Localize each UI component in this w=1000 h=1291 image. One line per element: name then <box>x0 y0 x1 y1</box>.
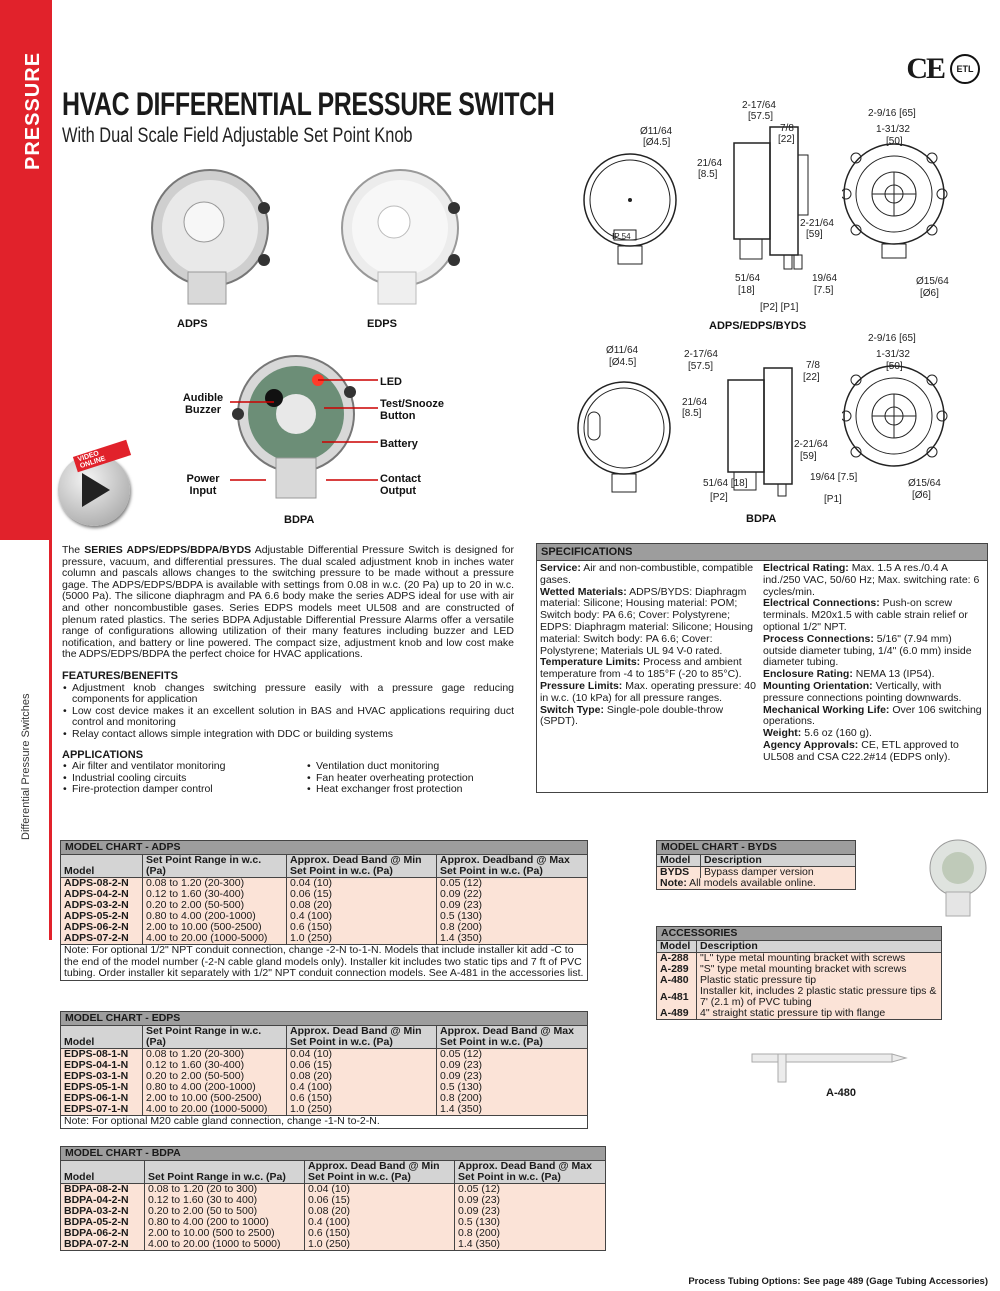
table-row <box>657 986 942 1008</box>
front-view-drawing-top <box>578 130 678 270</box>
table-cell: Bypass damper version <box>701 867 856 879</box>
column-header: Approx. Dead Band @ Min Set Point in w.c. (Pa) <box>305 1161 455 1184</box>
table-cell: 0.4 (100) <box>287 1082 437 1093</box>
table-cell: BDPA-08-2-N <box>61 1184 145 1196</box>
table-cell: 0.09 (23) <box>437 900 588 911</box>
play-icon <box>82 473 110 507</box>
table-cell: EDPS-04-1-N <box>61 1060 143 1071</box>
table-cell: ADPS-04-2-N <box>61 889 143 900</box>
section-tab-label: PRESSURE <box>22 51 44 170</box>
table-cell: 0.04 (10) <box>287 878 437 890</box>
list-item: • Air filter and ventilator monitoring <box>62 761 306 773</box>
applications-list <box>62 761 514 796</box>
table-cell: 0.80 to 4.00 (200-1000) <box>143 911 287 922</box>
table-cell: 1.4 (350) <box>437 933 588 945</box>
table-cell: ADPS-05-2-N <box>61 911 143 922</box>
specifications-box <box>536 543 988 793</box>
description-text: The SERIES ADPS/EDPS/BDPA/BYDS Adjustable Differential Pressure Switch is designed for pressure, vacuum, and differential pressures. The dual scaled adjustment knob in inches water column and pascals allows changes to the switching pressure to be made without a pressure gage. The ADPS/EDPS/BDPA is available with settings from 0.08 in w.c. (20 Pa) up to 20 in w.c. (5000 Pa). The silicone diaphragm and PA 6.6 body make the series ADPS ideal for use with air and other noncombustible gases. Series EDPS models meet UL508 and are constructed of plenum rated plastics. The series BDPA Adjustable Differential Pressure Alarms offer a versatile range of configurations allowing utilization of their many features including buzzer and LED notification, and battery or line powered. The compact size, adjustment knob and low cost make the ADPS/EDPS/BDPA the perfect choice for HVAC applications. <box>62 544 514 661</box>
table-title: MODEL CHART - ADPS <box>61 841 588 855</box>
table-cell: Plastic static pressure tip <box>697 975 942 986</box>
table-cell: 0.80 to 4.00 (200-1000) <box>143 1082 287 1093</box>
table-cell: Installer kit, includes 2 plastic static pressure tips & 7' (2.1 m) of PVC tubing <box>697 986 942 1008</box>
rear-view-drawing-top <box>842 128 952 268</box>
list-item: • Adjustment knob changes switching pressure easily with a pressure gage reducing components for application <box>62 683 514 706</box>
list-item: • Relay contact allows simple integration with DDC or building systems <box>62 729 514 741</box>
table-cell: BDPA-07-2-N <box>61 1239 145 1251</box>
table-cell: 0.06 (15) <box>305 1195 455 1206</box>
description-block <box>62 545 514 796</box>
table-cell: ADPS-08-2-N <box>61 878 143 890</box>
table-row <box>61 1239 606 1251</box>
table-row <box>61 1104 588 1116</box>
table-cell: 0.6 (150) <box>305 1228 455 1239</box>
table-cell: 2.00 to 10.00 (500-2500) <box>143 922 287 933</box>
table-cell: 0.05 (12) <box>437 1049 588 1061</box>
table-body <box>61 878 588 945</box>
table-cell: 0.09 (23) <box>455 1206 606 1217</box>
table-cell: 0.08 to 1.20 (20-300) <box>143 1049 287 1061</box>
table-cell: A-481 <box>657 986 697 1008</box>
video-online-button[interactable] <box>58 450 130 526</box>
spec-item: Agency Approvals: CE, ETL approved to UL508 and CSA C22.2#14 (EDPS only). <box>763 738 959 763</box>
table-cell: 0.20 to 2.00 (50-500) <box>143 900 287 911</box>
table-cell: 0.04 (10) <box>287 1049 437 1061</box>
table-row <box>61 933 588 945</box>
list-item: • Ventilation duct monitoring <box>306 761 514 773</box>
callout-led: LED <box>380 376 402 388</box>
column-header: Approx. Deadband @ Max Set Point in w.c. (Pa) <box>437 855 588 878</box>
table-cell: 0.08 to 1.20 (20-300) <box>143 878 287 890</box>
side-view-drawing-top <box>728 115 818 275</box>
bdpa-model-chart <box>60 1146 606 1251</box>
table-cell: BYDS <box>657 867 701 879</box>
bdpa-label: BDPA <box>284 514 315 526</box>
table-cell: ADPS-06-2-N <box>61 922 143 933</box>
page-title: HVAC DIFFERENTIAL PRESSURE SWITCH <box>62 86 555 122</box>
table-cell: 0.4 (100) <box>287 911 437 922</box>
side-view-drawing-bottom <box>722 358 812 498</box>
table-cell: 4.00 to 20.00 (1000-5000) <box>143 933 287 945</box>
table-note: Note: For optional 1/2" NPT conduit connection, change -2-N to-1-N. Models that include installer kit add -C to the end of the model number (-2-N cable gland models only). Installer kit includes two static tips and 7 ft of PVC tubing. Order installer kit separately with 1/2" NPT conduit connection models. See A-481 in the accessories list. <box>61 945 588 981</box>
specs-left-column <box>540 563 763 764</box>
column-header: Approx. Dead Band @ Min Set Point in w.c. (Pa) <box>287 855 437 878</box>
spec-item: Mounting Orientation: Vertically, with pressure connections pointing downwards. <box>763 679 962 704</box>
edps-label: EDPS <box>367 318 397 330</box>
adps-photo <box>140 160 280 310</box>
table-cell: 0.6 (150) <box>287 1093 437 1104</box>
table-cell: BDPA-04-2-N <box>61 1195 145 1206</box>
side-label: Differential Pressure Switches <box>20 693 32 840</box>
column-header: Model <box>657 855 701 867</box>
table-cell: BDPA-06-2-N <box>61 1228 145 1239</box>
front-view-drawing-bottom <box>572 368 672 498</box>
table-cell: 0.08 to 1.20 (20 to 300) <box>145 1184 305 1196</box>
table-cell: 0.5 (130) <box>437 911 588 922</box>
spec-item: Temperature Limits: Process and ambient temperature from -4 to 185°F (-20 to 85°C). <box>540 656 742 681</box>
table-cell: EDPS-06-1-N <box>61 1093 143 1104</box>
table-cell: 0.12 to 1.60 (30 to 400) <box>145 1195 305 1206</box>
table-cell: 0.5 (130) <box>437 1082 588 1093</box>
table-note: Note: For optional M20 cable gland connection, change -1-N to-2-N. <box>61 1116 588 1129</box>
table-cell: 0.06 (15) <box>287 1060 437 1071</box>
table-note: Note: All models available online. <box>657 878 856 890</box>
table-cell: 0.09 (22) <box>437 889 588 900</box>
byds-model-chart <box>656 840 856 890</box>
table-cell: A-480 <box>657 975 697 986</box>
column-header: Model <box>61 1026 143 1049</box>
table-cell: 0.05 (12) <box>437 878 588 890</box>
table-cell: 4.00 to 20.00 (1000-5000) <box>143 1104 287 1116</box>
table-title: MODEL CHART - BDPA <box>61 1147 606 1161</box>
column-header: Description <box>701 855 856 867</box>
table-cell: 0.06 (15) <box>287 889 437 900</box>
drawing-caption-top: ADPS/EDPS/BYDS <box>709 320 807 332</box>
table-cell: 2.00 to 10.00 (500 to 2500) <box>145 1228 305 1239</box>
table-cell: "L" type metal mounting bracket with screws <box>697 953 942 965</box>
adps-label: ADPS <box>177 318 208 330</box>
spec-item: Weight: 5.6 oz (160 g). <box>763 727 872 740</box>
column-header: Set Point Range in w.c. (Pa) <box>143 1026 287 1049</box>
table-cell: 0.05 (12) <box>455 1184 606 1196</box>
spec-item: Process Connections: 5/16" (7.94 mm) outside diameter tubing, 1/4" (6.0 mm) inside diameter tubing. <box>763 632 972 669</box>
column-header: Model <box>61 1161 145 1184</box>
table-cell: 1.0 (250) <box>287 1104 437 1116</box>
table-cell: 0.08 (20) <box>305 1206 455 1217</box>
specs-right-column <box>763 563 988 764</box>
column-header: Approx. Dead Band @ Min Set Point in w.c. (Pa) <box>287 1026 437 1049</box>
table-cell: 1.0 (250) <box>287 933 437 945</box>
etl-mark: ETL <box>950 54 980 84</box>
table-cell: EDPS-03-1-N <box>61 1071 143 1082</box>
table-cell: BDPA-05-2-N <box>61 1217 145 1228</box>
spec-item: Mechanical Working Life: Over 106 switching operations. <box>763 703 982 728</box>
list-item: • Low cost device makes it an excellent solution in BAS and HVAC applications requiring duct control and monitoring <box>62 706 514 729</box>
table-cell: 0.08 (20) <box>287 1071 437 1082</box>
ce-mark: CE <box>906 52 944 85</box>
table-cell: 0.8 (200) <box>437 922 588 933</box>
table-row <box>657 1008 942 1020</box>
column-header: Model <box>61 855 143 878</box>
table-cell: 0.12 to 1.60 (30-400) <box>143 1060 287 1071</box>
callout-power-input: Power Input <box>186 473 220 497</box>
table-cell: "S" type metal mounting bracket with screws <box>697 964 942 975</box>
table-cell: ADPS-03-2-N <box>61 900 143 911</box>
callout-test-button: Test/Snooze Button <box>380 398 444 422</box>
column-header: Approx. Dead Band @ Max Set Point in w.c. (Pa) <box>455 1161 606 1184</box>
table-title: MODEL CHART - EDPS <box>61 1012 588 1026</box>
callout-audible-buzzer: Audible Buzzer <box>182 392 224 416</box>
list-item: • Fire-protection damper control <box>62 784 306 796</box>
table-cell: ADPS-07-2-N <box>61 933 143 945</box>
table-cell: A-489 <box>657 1008 697 1020</box>
table-cell: 1.4 (350) <box>437 1104 588 1116</box>
column-header: Approx. Dead Band @ Max Set Point in w.c. (Pa) <box>437 1026 588 1049</box>
list-item: • Industrial cooling circuits <box>62 773 306 785</box>
table-cell: 1.0 (250) <box>305 1239 455 1251</box>
column-header: Description <box>697 941 942 953</box>
table-cell: 0.5 (130) <box>455 1217 606 1228</box>
table-cell: EDPS-08-1-N <box>61 1049 143 1061</box>
spec-item: Service: Air and non-combustible, compatible gases. <box>540 562 754 586</box>
video-ribbon: VIDEO ONLINE <box>73 440 131 473</box>
drawing-caption-bottom: BDPA <box>746 513 777 525</box>
table-cell: 0.4 (100) <box>305 1217 455 1228</box>
table-cell: BDPA-03-2-N <box>61 1206 145 1217</box>
table-cell: 0.09 (23) <box>455 1195 606 1206</box>
table-cell: 1.4 (350) <box>455 1239 606 1251</box>
page-subtitle: With Dual Scale Field Adjustable Set Point Knob <box>62 124 413 147</box>
table-body <box>61 1184 606 1251</box>
table-cell: A-289 <box>657 964 697 975</box>
table-body <box>657 953 942 1020</box>
certifications <box>906 52 980 86</box>
spec-item: Pressure Limits: Max. operating pressure: 40 in w.c. (10 kPa) for all pressure ranges. <box>540 679 756 704</box>
callout-leader-lines <box>226 378 380 498</box>
specifications-heading: SPECIFICATIONS <box>537 544 987 561</box>
spec-item: Electrical Rating: Max. 1.5 A res./0.4 A ind./250 VAC, 50/60 Hz; Max. switching rate: 6 cycles/min. <box>763 562 980 598</box>
table-cell: 0.6 (150) <box>287 922 437 933</box>
table-cell: 0.04 (10) <box>305 1184 455 1196</box>
table-title: MODEL CHART - BYDS <box>657 841 856 855</box>
spec-item: Enclosure Rating: NEMA 13 (IP54). <box>763 668 935 681</box>
table-cell: 0.8 (200) <box>437 1093 588 1104</box>
table-cell: 0.80 to 4.00 (200 to 1000) <box>145 1217 305 1228</box>
applications-heading: APPLICATIONS <box>62 748 144 761</box>
adps-model-chart <box>60 840 588 981</box>
spec-item: Wetted Materials: ADPS/BYDS: Diaphragm material: Silicone; Housing material: POM; Switch body: PA 6.6; Cover: Polystyrene; EDPS: Diaphragm material: Silicone; Housing material: Switch body: PA 6.6; Cover: Polystyrene; Materials UL 94 V-0 rated. <box>540 585 754 657</box>
column-header: Model <box>657 941 697 953</box>
a480-static-tip-image <box>750 1040 910 1084</box>
list-item: • Fan heater overheating protection <box>306 773 514 785</box>
features-list <box>62 683 514 741</box>
column-header: Set Point Range in w.c. (Pa) <box>145 1161 305 1184</box>
edps-photo <box>330 160 470 310</box>
byds-photo <box>926 834 992 920</box>
table-cell: 0.09 (23) <box>437 1071 588 1082</box>
callout-contact-output: Contact Output <box>380 473 421 497</box>
table-cell: 4" straight static pressure tip with flange <box>697 1008 942 1020</box>
table-cell: 0.08 (20) <box>287 900 437 911</box>
table-cell: EDPS-05-1-N <box>61 1082 143 1093</box>
a480-image-label: A-480 <box>826 1087 856 1099</box>
features-heading: FEATURES/BENEFITS <box>62 669 178 682</box>
table-cell: EDPS-07-1-N <box>61 1104 143 1116</box>
table-cell: 0.8 (200) <box>455 1228 606 1239</box>
table-cell: 0.12 to 1.60 (30-400) <box>143 889 287 900</box>
column-header: Set Point Range in w.c. (Pa) <box>143 855 287 878</box>
spec-item: Switch Type: Single-pole double-throw (SPDT). <box>540 703 724 728</box>
table-cell: A-288 <box>657 953 697 965</box>
table-cell: 0.09 (23) <box>437 1060 588 1071</box>
table-cell: 4.00 to 20.00 (1000 to 5000) <box>145 1239 305 1251</box>
edps-model-chart <box>60 1011 588 1129</box>
table-cell: 2.00 to 10.00 (500-2500) <box>143 1093 287 1104</box>
table-title: ACCESSORIES <box>657 927 942 941</box>
accessories-table <box>656 926 942 1020</box>
callout-battery: Battery <box>380 438 418 450</box>
footer-note: Process Tubing Options: See page 489 (Gage Tubing Accessories) <box>688 1276 988 1287</box>
table-cell: 0.20 to 2.00 (50 to 500) <box>145 1206 305 1217</box>
spec-item: Electrical Connections: Push-on screw terminals. M20x1.5 with cable strain relief or optional 1/2" NPT. <box>763 597 968 633</box>
table-body <box>61 1049 588 1116</box>
table-cell: 0.20 to 2.00 (50-500) <box>143 1071 287 1082</box>
list-item: • Heat exchanger frost protection <box>306 784 514 796</box>
